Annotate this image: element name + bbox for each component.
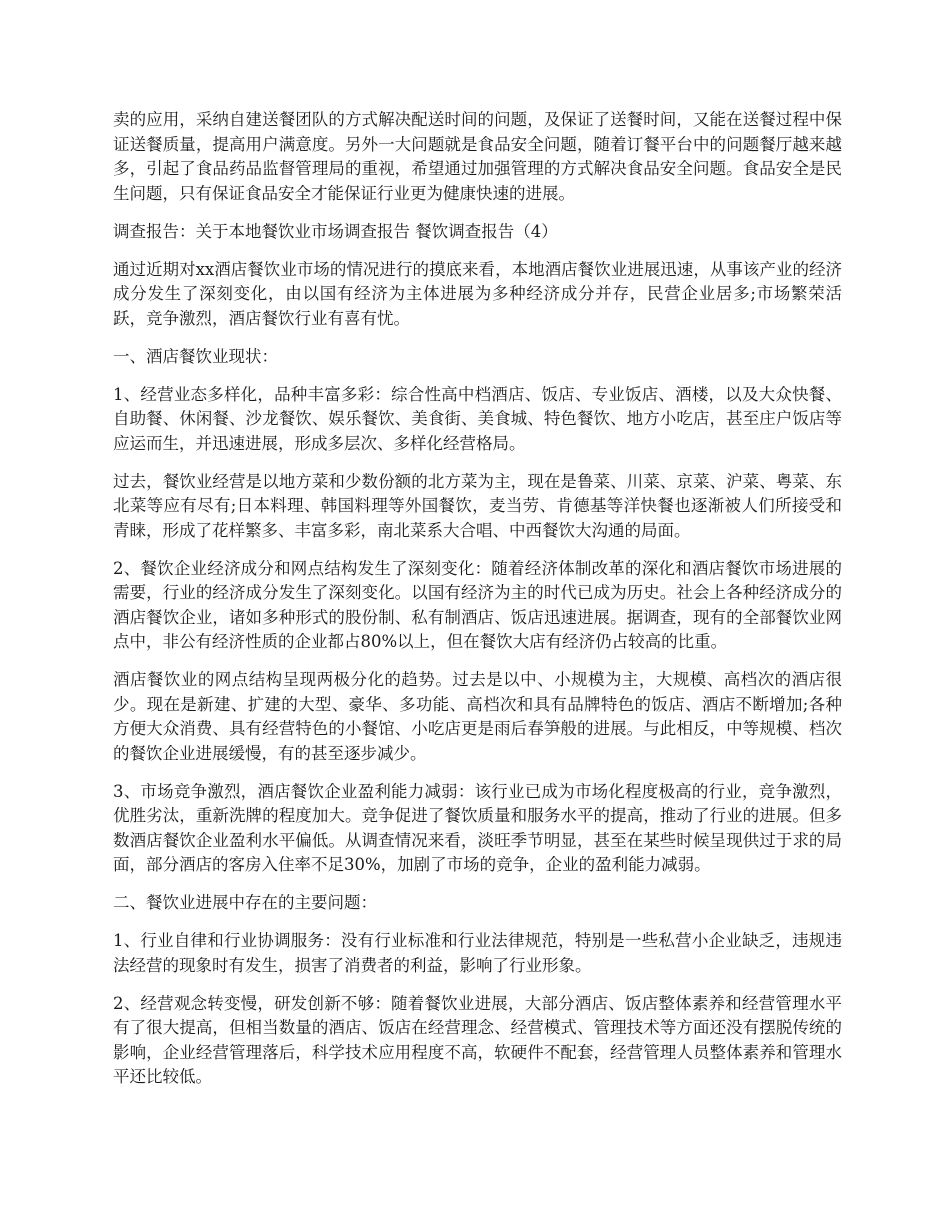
paragraph-overview: 通过近期对xx酒店餐饮业市场的情况进行的摸底来看，本地酒店餐饮业进展迅速，从事该产业的经济成分发生了深刻变化，由以国有经济为主体进展为多种经济成分并存，民营企业居多;市场繁荣活跃，竞争激烈，酒店餐饮行业有喜有忧。 [113,259,842,328]
section-heading-problems: 二、餐饮业进展中存在的主要问题： [113,893,377,912]
paragraph-intro-continuation: 卖的应用，采纳自建送餐团队的方式解决配送时间的问题，及保证了送餐时间，又能在送餐过程中保证送餐质量，提高用户满意度。另外一大问题就是食品安全问题，随着订餐平台中的问题餐厅越来越多，引起了食品药品监督管理局的重视，希望通过加强管理的方式解决食品安全问题。食品安全是民生问题，只有保证食品安全才能保证行业更为健康快速的进展。 [113,110,842,203]
paragraph-problem-1: 1、行业自律和行业协调服务：没有行业标准和行业法律规范，特别是一些私营小企业缺乏，违规违法经营的现象时有发生，损害了消费者的利益，影响了行业形象。 [113,931,842,975]
document-body [113,108,842,1103]
paragraph-status-2: 2、餐饮企业经济成分和网点结构发生了深刻变化：随着经济体制改革的深化和酒店餐饮市场进展的需要，行业的经济成分发生了深刻变化。以国有经济为主的时代已成为历史。社会上各种经济成分的酒店餐饮企业，诸如多种形式的股份制、私有制酒店、饭店迅速进展。据调查，现有的全部餐饮业网点中，非公有经济性质的企业都占80%以上，但在餐饮大店有经济仍占较高的比重。 [113,558,842,651]
report-title: 调查报告：关于本地餐饮业市场调查报告 餐饮调查报告（4） [113,221,558,241]
paragraph-status-1: 1、经营业态多样化，品种丰富多彩：综合性高中档酒店、饭店、专业饭店、酒楼，以及大众快餐、自助餐、休闲餐、沙龙餐饮、娱乐餐饮、美食街、美食城、特色餐饮、地方小吃店，甚至庄户饭店等应运而生，并迅速进展，形成多层次、多样化经营格局。 [113,384,842,453]
section-heading-status: 一、酒店餐饮业现状： [113,346,278,366]
paragraph-status-3: 3、市场竞争激烈，酒店餐饮企业盈利能力减弱：该行业已成为市场化程度极高的行业，竞争激烈，优胜劣汰，重新洗牌的程度加大。竞争促进了餐饮质量和服务水平的提高，推动了行业的进展。但多数酒店餐饮企业盈利水平偏低。从调查情况来看，淡旺季节明显，甚至在某些时候呈现供过于求的局面，部分酒店的客房入住率不足30%，加剧了市场的竞争，企业的盈利能力减弱。 [113,781,842,874]
paragraph-problem-2: 2、经营观念转变慢，研发创新不够：随着餐饮业进展，大部分酒店、饭店整体素养和经营管理水平有了很大提高，但相当数量的酒店、饭店在经营理念、经营模式、管理技术等方面还没有摆脱传统的影响，企业经营管理落后，科学技术应用程度不高，软硬件不配套，经营管理人员整体素养和管理水平还比较低。 [113,993,842,1086]
paragraph-status-2-detail: 酒店餐饮业的网点结构呈现两极分化的趋势。过去是以中、小规模为主，大规模、高档次的酒店很少。现在是新建、扩建的大型、豪华、多功能、高档次和具有品牌特色的饭店、酒店不断增加;各种方便大众消费、具有经营特色的小餐馆、小吃店更是雨后春笋般的进展。与此相反，中等规模、档次的餐饮企业进展缓慢，有的甚至逐步减少。 [113,670,842,763]
paragraph-status-1-detail: 过去，餐饮业经营是以地方菜和少数份额的北方菜为主，现在是鲁菜、川菜、京菜、沪菜、粤菜、东北菜等应有尽有;日本料理、韩国料理等外国餐饮，麦当劳、肯德基等洋快餐也逐渐被人们所接受和青睐，形成了花样繁多、丰富多彩，南北菜系大合唱、中西餐饮大沟通的局面。 [113,471,842,540]
